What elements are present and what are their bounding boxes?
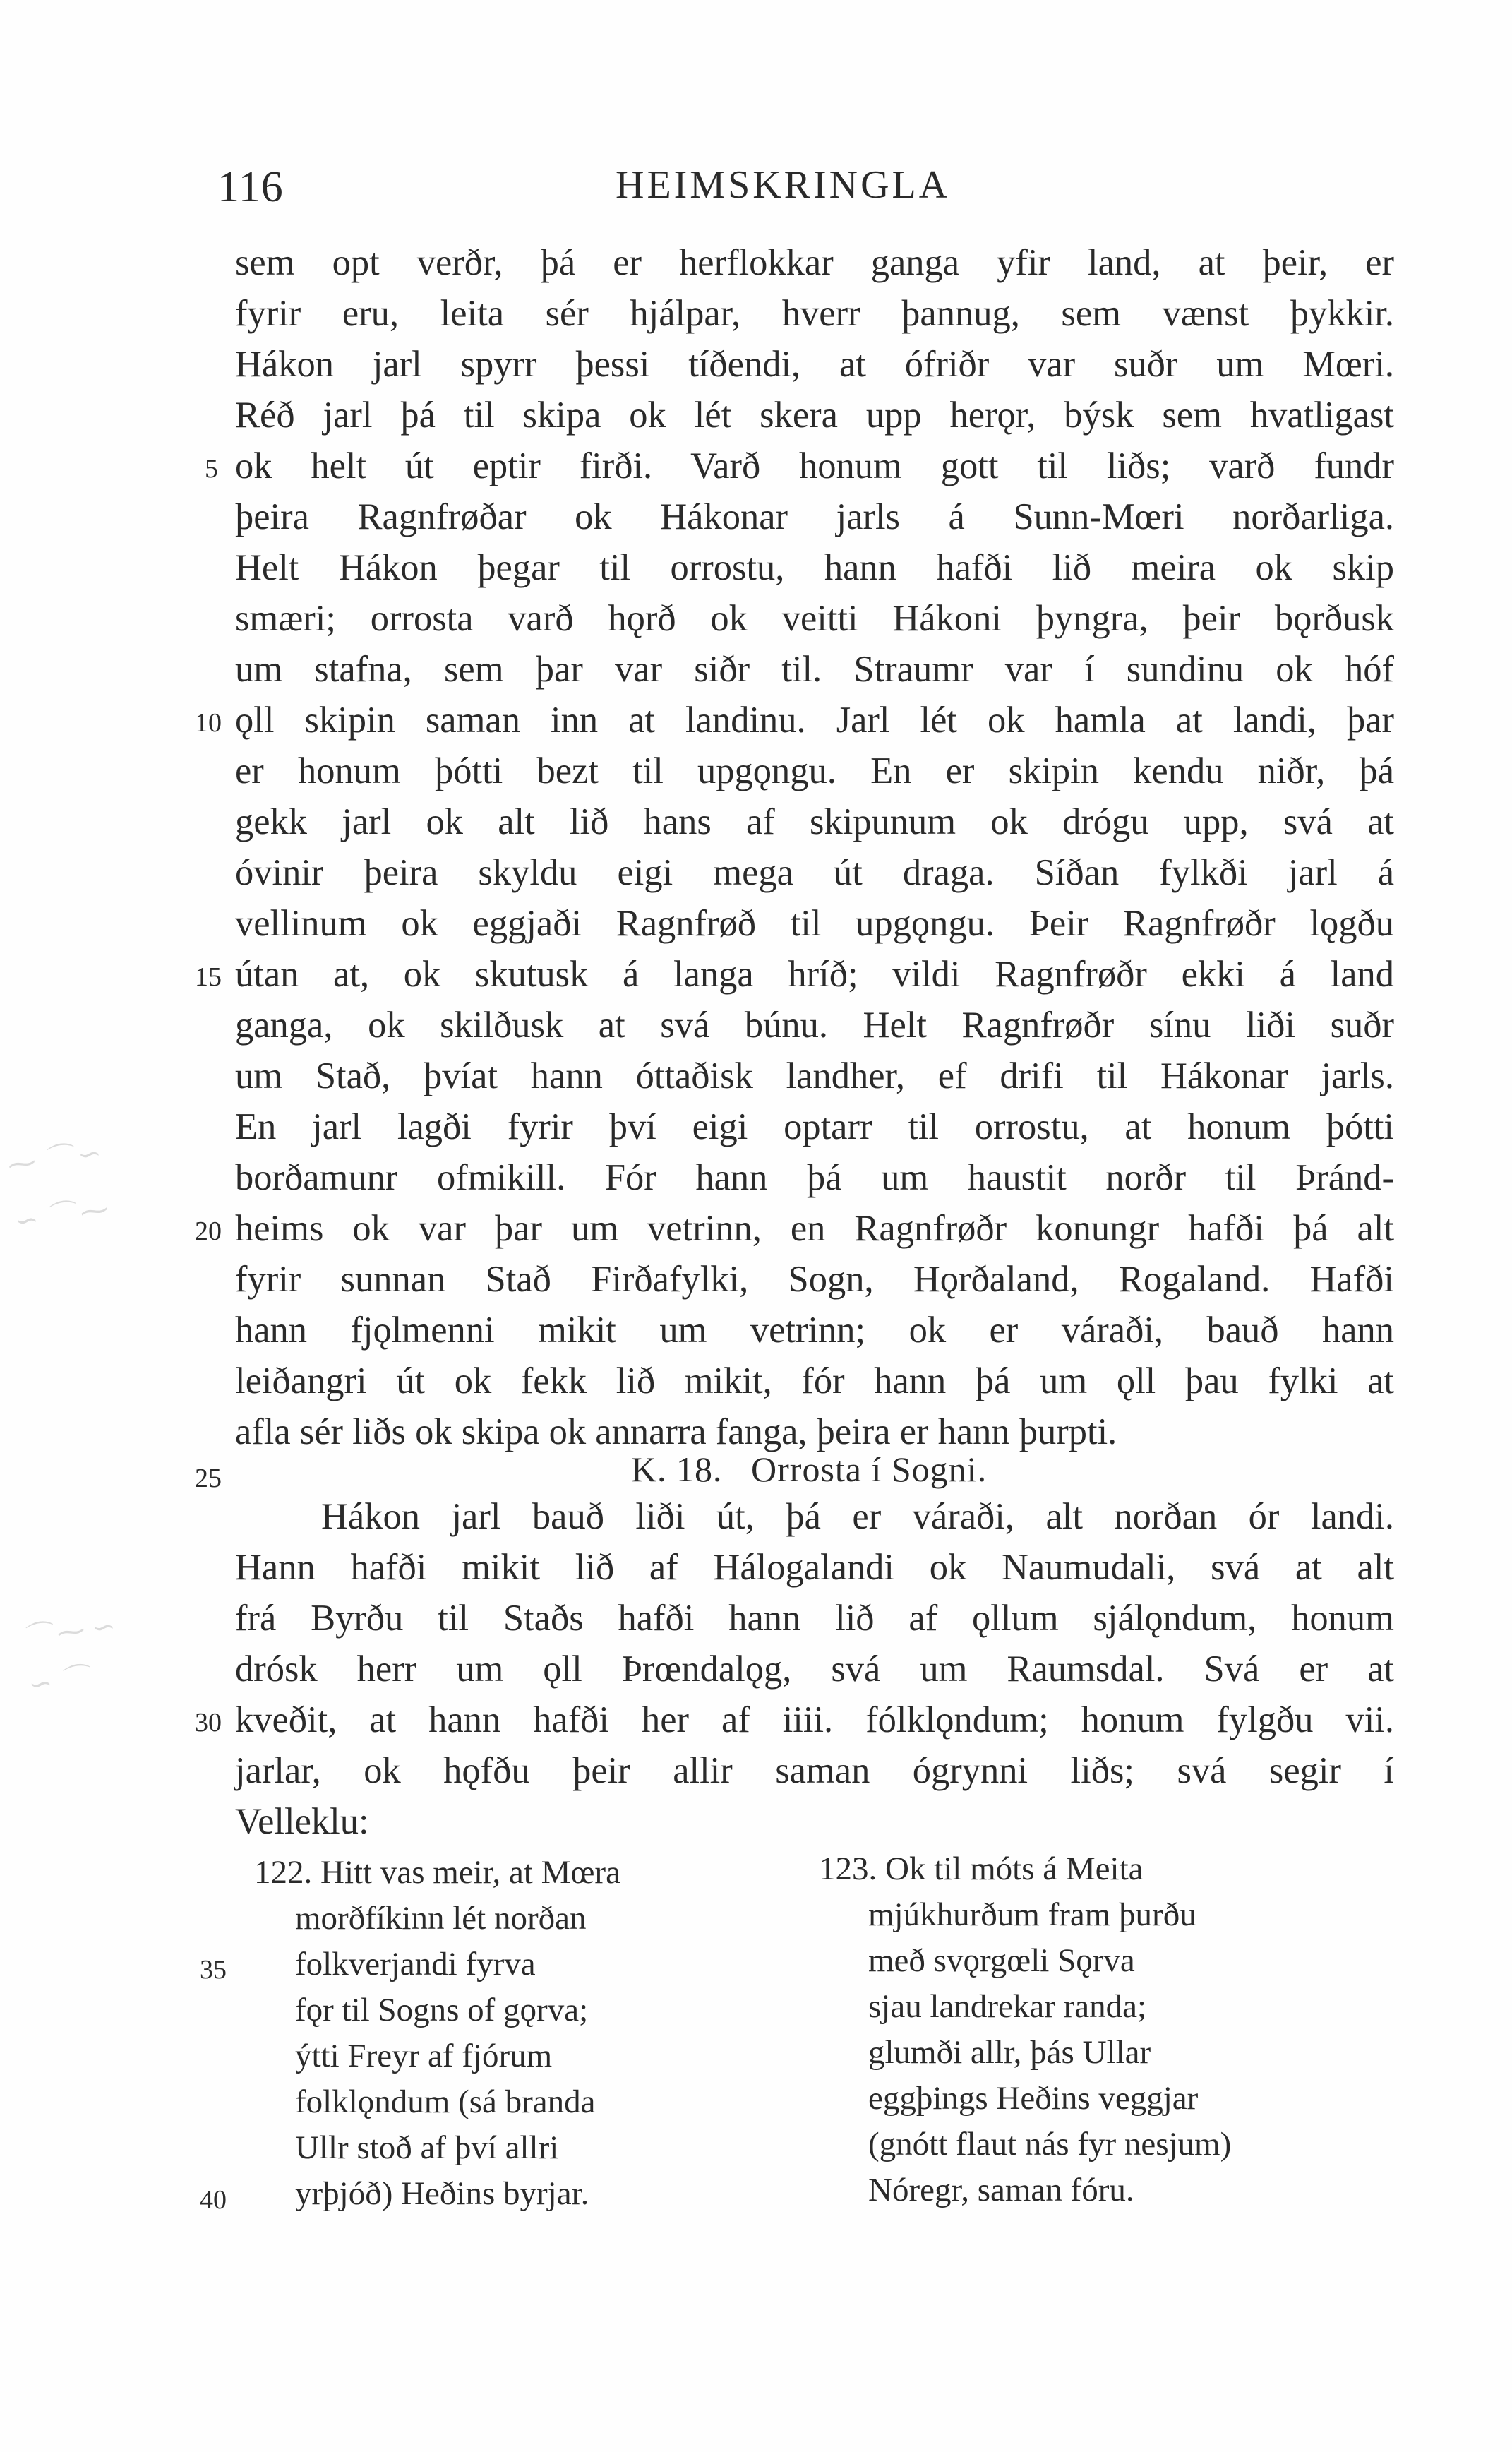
prose-line: jarlar, ok hǫfðu þeir allir saman ógrynni liðs; svá segir í bbox=[235, 1750, 1394, 1791]
prose-line: um stafna, sem þar var siðr til. Straumr var í sundinu ok hóf bbox=[235, 649, 1394, 690]
prose-line: þeira Ragnfrøðar ok Hákonar jarls á Sunn-Mœri norðarliga. bbox=[235, 496, 1394, 537]
running-head: HEIMSKRINGLA bbox=[616, 163, 951, 207]
prose-line: En jarl lagði fyrir því eigi optarr til orrostu, at honum þótti bbox=[235, 1106, 1394, 1147]
chapter-heading bbox=[0, 1444, 1512, 1495]
bleed-through-mark: ∽ ⌒ ⁓ bbox=[12, 1192, 111, 1238]
line-number: 10 bbox=[195, 708, 222, 738]
verse-line: Ullr stoð af því allri bbox=[295, 2129, 559, 2166]
prose-line: frá Byrðu til Staðs hafði hann lið af ǫllum sjálǫndum, honum bbox=[235, 1598, 1394, 1639]
verse-line: 122. Hitt vas meir, at Mœra bbox=[254, 1854, 620, 1891]
prose-line: drósk herr um ǫll Þrœndalǫg, svá um Raumsdal. Svá er at bbox=[235, 1649, 1394, 1690]
prose-line: fyrir sunnan Stað Firðafylki, Sogn, Hǫrðaland, Rogaland. Hafði bbox=[235, 1259, 1394, 1300]
prose-line: afla sér liðs ok skipa ok annarra fanga, þeira er hann þurpti. bbox=[235, 1411, 1117, 1452]
prose-line: Helt Hákon þegar til orrostu, hann hafði lið meira ok skip bbox=[235, 547, 1394, 588]
verse-line: (gnótt flaut nás fyr nesjum) bbox=[868, 2126, 1232, 2163]
verse-line: ýtti Freyr af fjórum bbox=[295, 2038, 553, 2074]
prose-line: sem opt verðr, þá er herflokkar ganga yfir land, at þeir, er bbox=[235, 242, 1394, 283]
line-number: 25 bbox=[195, 1464, 222, 1493]
prose-line: kveðit, at hann hafði her af iiii. fólklǫndum; honum fylgðu vii. bbox=[235, 1699, 1394, 1740]
prose-line: um Stað, þvíat hann óttaðisk landher, ef drifi til Hákonar jarls. bbox=[235, 1055, 1394, 1096]
prose-line: Réð jarl þá til skipa ok lét skera upp herǫr, býsk sem hvatligast bbox=[235, 395, 1394, 436]
bleed-through-mark: ⁓ ⌒ ∽ bbox=[5, 1136, 104, 1182]
prose-line: smæri; orrosta varð hǫrð ok veitti Hákoni þyngra, þeir bǫrðusk bbox=[235, 598, 1394, 639]
prose-line: hann fjǫlmenni mikit um vetrinn; ok er váraði, bauð hann bbox=[235, 1310, 1394, 1351]
line-number: 40 bbox=[200, 2185, 227, 2215]
verse-line: fǫr til Sogns of gǫrva; bbox=[295, 1992, 589, 2028]
prose-line: ok helt út eptir firði. Varð honum gott til liðs; varð fundr bbox=[235, 445, 1394, 486]
page-number: 116 bbox=[217, 163, 284, 211]
verse-line: 123. Ok til móts á Meita bbox=[819, 1850, 1144, 1887]
verse-line: mjúkhurðum fram þurðu bbox=[868, 1896, 1196, 1933]
verse-line: folklǫndum (sá branda bbox=[295, 2083, 596, 2120]
verse-line: glumði allr, þás Ullar bbox=[868, 2034, 1151, 2071]
prose-line: Hákon jarl bauð liði út, þá er váraði, alt norðan ór landi. bbox=[321, 1496, 1394, 1537]
verse-line: eggþings Heðins veggjar bbox=[868, 2080, 1199, 2117]
prose-line: er honum þótti bezt til upgǫngu. En er skipin kendu niðr, þá bbox=[235, 750, 1394, 791]
verse-line: yrþjóð) Heðins byrjar. bbox=[295, 2175, 589, 2212]
prose-line: heims ok var þar um vetrinn, en Ragnfrøðr konungr hafði þá alt bbox=[235, 1208, 1394, 1249]
line-number: 5 bbox=[205, 454, 218, 484]
verse-line: Nóregr, saman fóru. bbox=[868, 2172, 1134, 2208]
line-number: 15 bbox=[195, 962, 222, 992]
verse-line: sjau landrekar randa; bbox=[868, 1988, 1147, 2025]
verse-line: morðfíkinn lét norðan bbox=[295, 1900, 587, 1937]
bleed-through-mark: ∽ ⌒ bbox=[26, 1661, 90, 1702]
prose-line: óvinir þeira skyldu eigi mega út draga. Síðan fylkði jarl á bbox=[235, 852, 1394, 893]
prose-line: fyrir eru, leita sér hjálpar, hverr þannug, sem vænst þykkir. bbox=[235, 293, 1394, 334]
prose-line: borðamunr ofmikill. Fór hann þá um haustit norðr til Þránd- bbox=[235, 1157, 1394, 1198]
verse-line: folkverjandi fyrva bbox=[295, 1946, 536, 1982]
prose-line: útan at, ok skutusk á langa hríð; vildi Ragnfrøðr ekki á land bbox=[235, 954, 1394, 995]
prose-line: ganga, ok skilðusk at svá búnu. Helt Ragnfrøðr sínu liði suðr bbox=[235, 1005, 1394, 1046]
prose-line: Hákon jarl spyrr þessi tíðendi, at ófriðr var suðr um Mœri. bbox=[235, 344, 1394, 385]
prose-line: vellinum ok eggjaði Ragnfrøð til upgǫngu. Þeir Ragnfrøðr lǫgðu bbox=[235, 903, 1394, 944]
line-number: 30 bbox=[195, 1708, 222, 1738]
verse-line: með svǫrgœli Sǫrva bbox=[868, 1942, 1135, 1979]
prose-line: Hann hafði mikit lið af Hálogalandi ok Naumudali, svá at alt bbox=[235, 1547, 1394, 1588]
chapter-heading-text: K. 18. Orrosta í Sogni. bbox=[630, 1449, 988, 1489]
line-number: 35 bbox=[200, 1955, 227, 1985]
prose-line: gekk jarl ok alt lið hans af skipunum ok drógu upp, svá at bbox=[235, 801, 1394, 842]
prose-line: leiðangri út ok fekk lið mikit, fór hann þá um ǫll þau fylki at bbox=[235, 1360, 1394, 1401]
line-number: 20 bbox=[195, 1216, 222, 1246]
prose-line: Velleklu: bbox=[235, 1801, 369, 1842]
bleed-through-mark: ⌒ ⁓ ∽ bbox=[19, 1609, 118, 1655]
prose-line: ǫll skipin saman inn at landinu. Jarl lét ok hamla at landi, þar bbox=[235, 700, 1394, 741]
